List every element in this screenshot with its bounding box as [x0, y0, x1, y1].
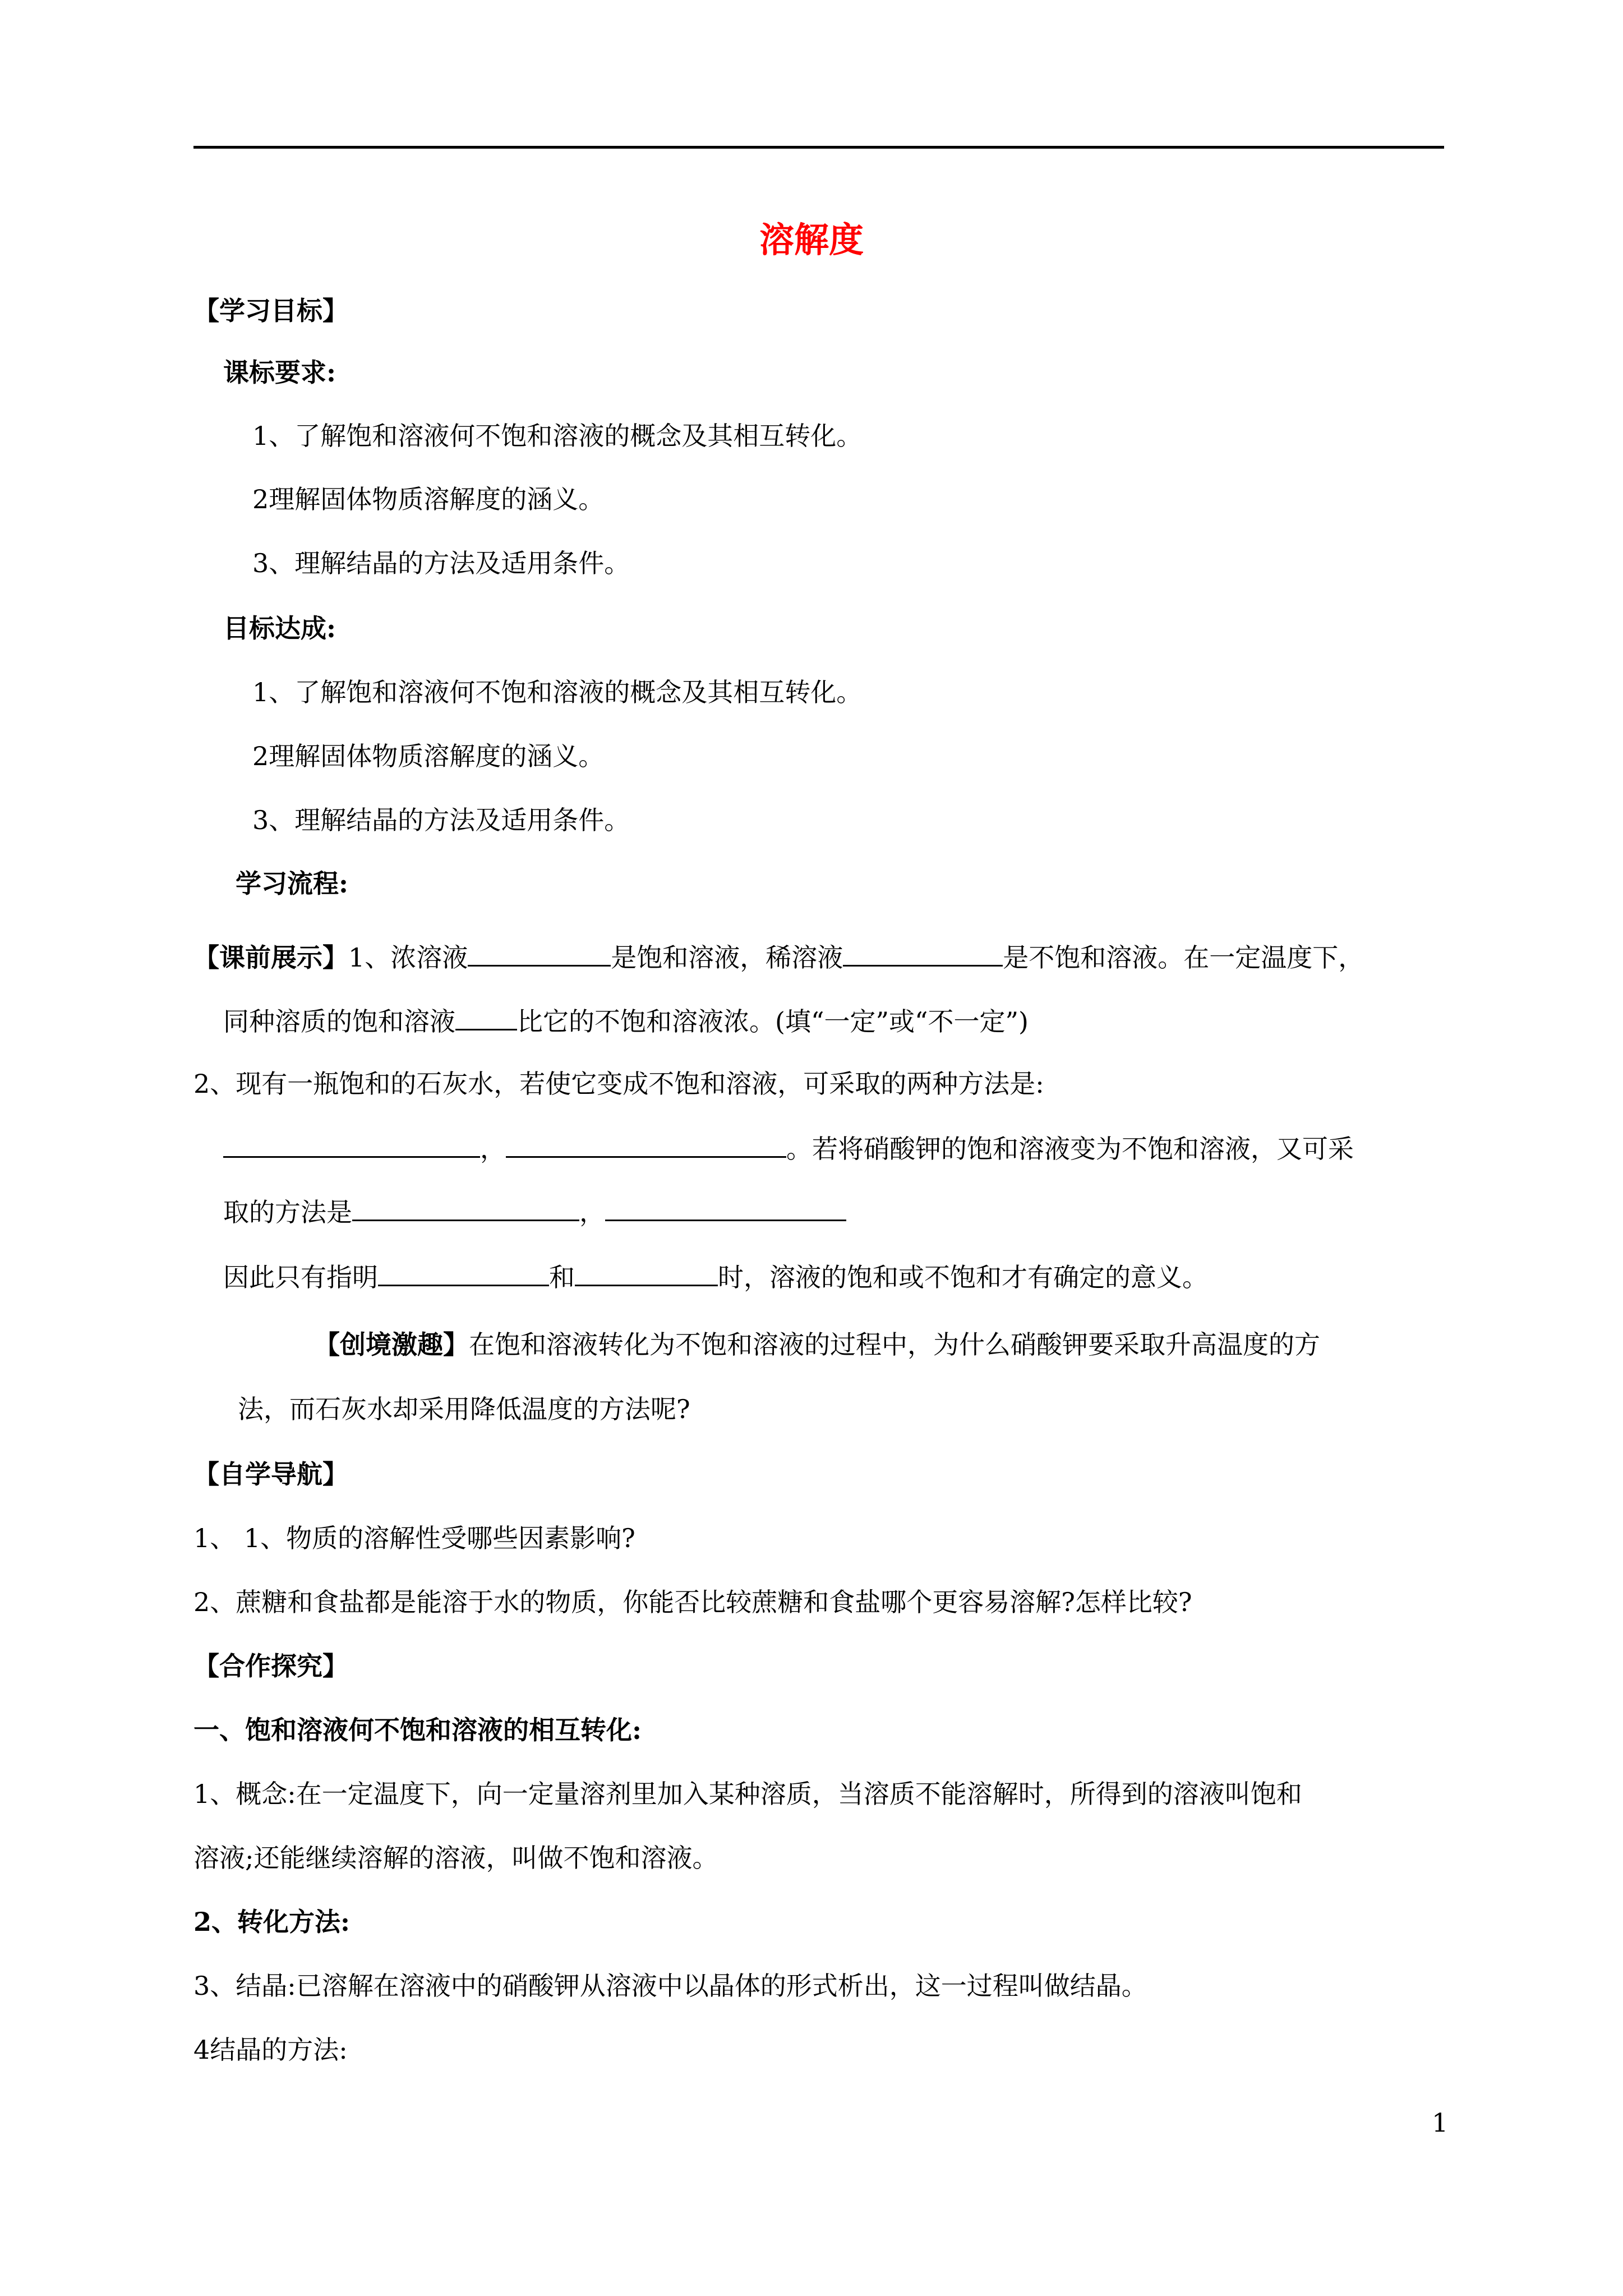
achievement-item: 2理解固体物质溶解度的涵义。	[252, 741, 605, 771]
preview-q2-line1: 2、现有一瓶饱和的石灰水，若使它变成不饱和溶液，可采取的两种方法是:	[193, 1069, 1044, 1099]
answer-blank[interactable]	[468, 938, 611, 967]
curriculum-item: 3、理解结晶的方法及适用条件。	[252, 548, 630, 578]
answer-blank[interactable]	[575, 1258, 718, 1286]
achievement-item: 3、理解结晶的方法及适用条件。	[252, 805, 630, 835]
inspire-tag: 【创境激趣】	[314, 1329, 469, 1360]
concept-line1: 1、概念:在一定温度下，向一定量溶剂里加入某种溶质，当溶质不能溶解时，所得到的溶液叫饱和	[193, 1779, 1302, 1809]
inspire-line1: 【创境激趣】在饱和溶液转化为不饱和溶液的过程中，为什么硝酸钾要采取升高温度的方	[314, 1329, 1320, 1360]
preview-q2-line3: 取的方法是 ，	[223, 1193, 846, 1230]
explore-heading: 【合作探究】	[193, 1651, 348, 1681]
process-heading: 学习流程:	[236, 868, 348, 899]
page-number: 1	[1432, 2108, 1449, 2138]
answer-blank[interactable]	[352, 1193, 579, 1221]
curriculum-item: 1、了解饱和溶液何不饱和溶液的概念及其相互转化。	[252, 421, 863, 451]
self-study-item: 2、蔗糖和食盐都是能溶于水的物质，你能否比较蔗糖和食盐哪个更容易溶解?怎样比较?	[193, 1587, 1192, 1617]
preview-q1-line2: 同种溶质的饱和溶液 比它的不饱和溶液浓。(填“一定”或“不一定”)	[223, 1002, 1029, 1039]
method-heading: 2、转化方法:	[193, 1907, 350, 1937]
concept-line2: 溶液;还能继续溶解的溶液，叫做不饱和溶液。	[193, 1843, 718, 1873]
preview-q1-line1: 【课前展示】1、浓溶液 是饱和溶液，稀溶液 是不饱和溶液。在一定温度下，	[193, 938, 1364, 976]
page-title: 溶解度	[759, 219, 864, 260]
answer-blank[interactable]	[455, 1002, 517, 1030]
preview-tag: 【课前展示】	[193, 942, 348, 973]
curriculum-heading: 课标要求:	[223, 357, 336, 388]
achievement-heading: 目标达成:	[223, 613, 336, 643]
answer-blank[interactable]	[605, 1193, 846, 1221]
curriculum-item: 2理解固体物质溶解度的涵义。	[252, 484, 605, 514]
explore-section-heading: 一、饱和溶液何不饱和溶液的相互转化:	[193, 1715, 642, 1745]
header-rule	[193, 146, 1444, 149]
preview-q2-line2: ， 。若将硝酸钾的饱和溶液变为不饱和溶液，又可采	[223, 1129, 1354, 1167]
answer-blank[interactable]	[223, 1129, 480, 1158]
goals-heading: 【学习目标】	[193, 296, 348, 326]
answer-blank[interactable]	[506, 1129, 786, 1158]
answer-blank[interactable]	[843, 938, 1003, 967]
inspire-line2: 法，而石灰水却采用降低温度的方法呢?	[238, 1394, 690, 1424]
self-study-item: 1、 1、物质的溶解性受哪些因素影响?	[193, 1523, 635, 1553]
self-study-heading: 【自学导航】	[193, 1459, 348, 1489]
answer-blank[interactable]	[378, 1258, 549, 1286]
preview-q2-line4: 因此只有指明 和 时，溶液的饱和或不饱和才有确定的意义。	[223, 1258, 1208, 1295]
achievement-item: 1、了解饱和溶液何不饱和溶液的概念及其相互转化。	[252, 677, 863, 707]
crystal-method: 4结晶的方法:	[193, 2035, 348, 2065]
crystal-definition: 3、结晶:已溶解在溶液中的硝酸钾从溶液中以晶体的形式析出，这一过程叫做结晶。	[193, 1971, 1147, 2001]
